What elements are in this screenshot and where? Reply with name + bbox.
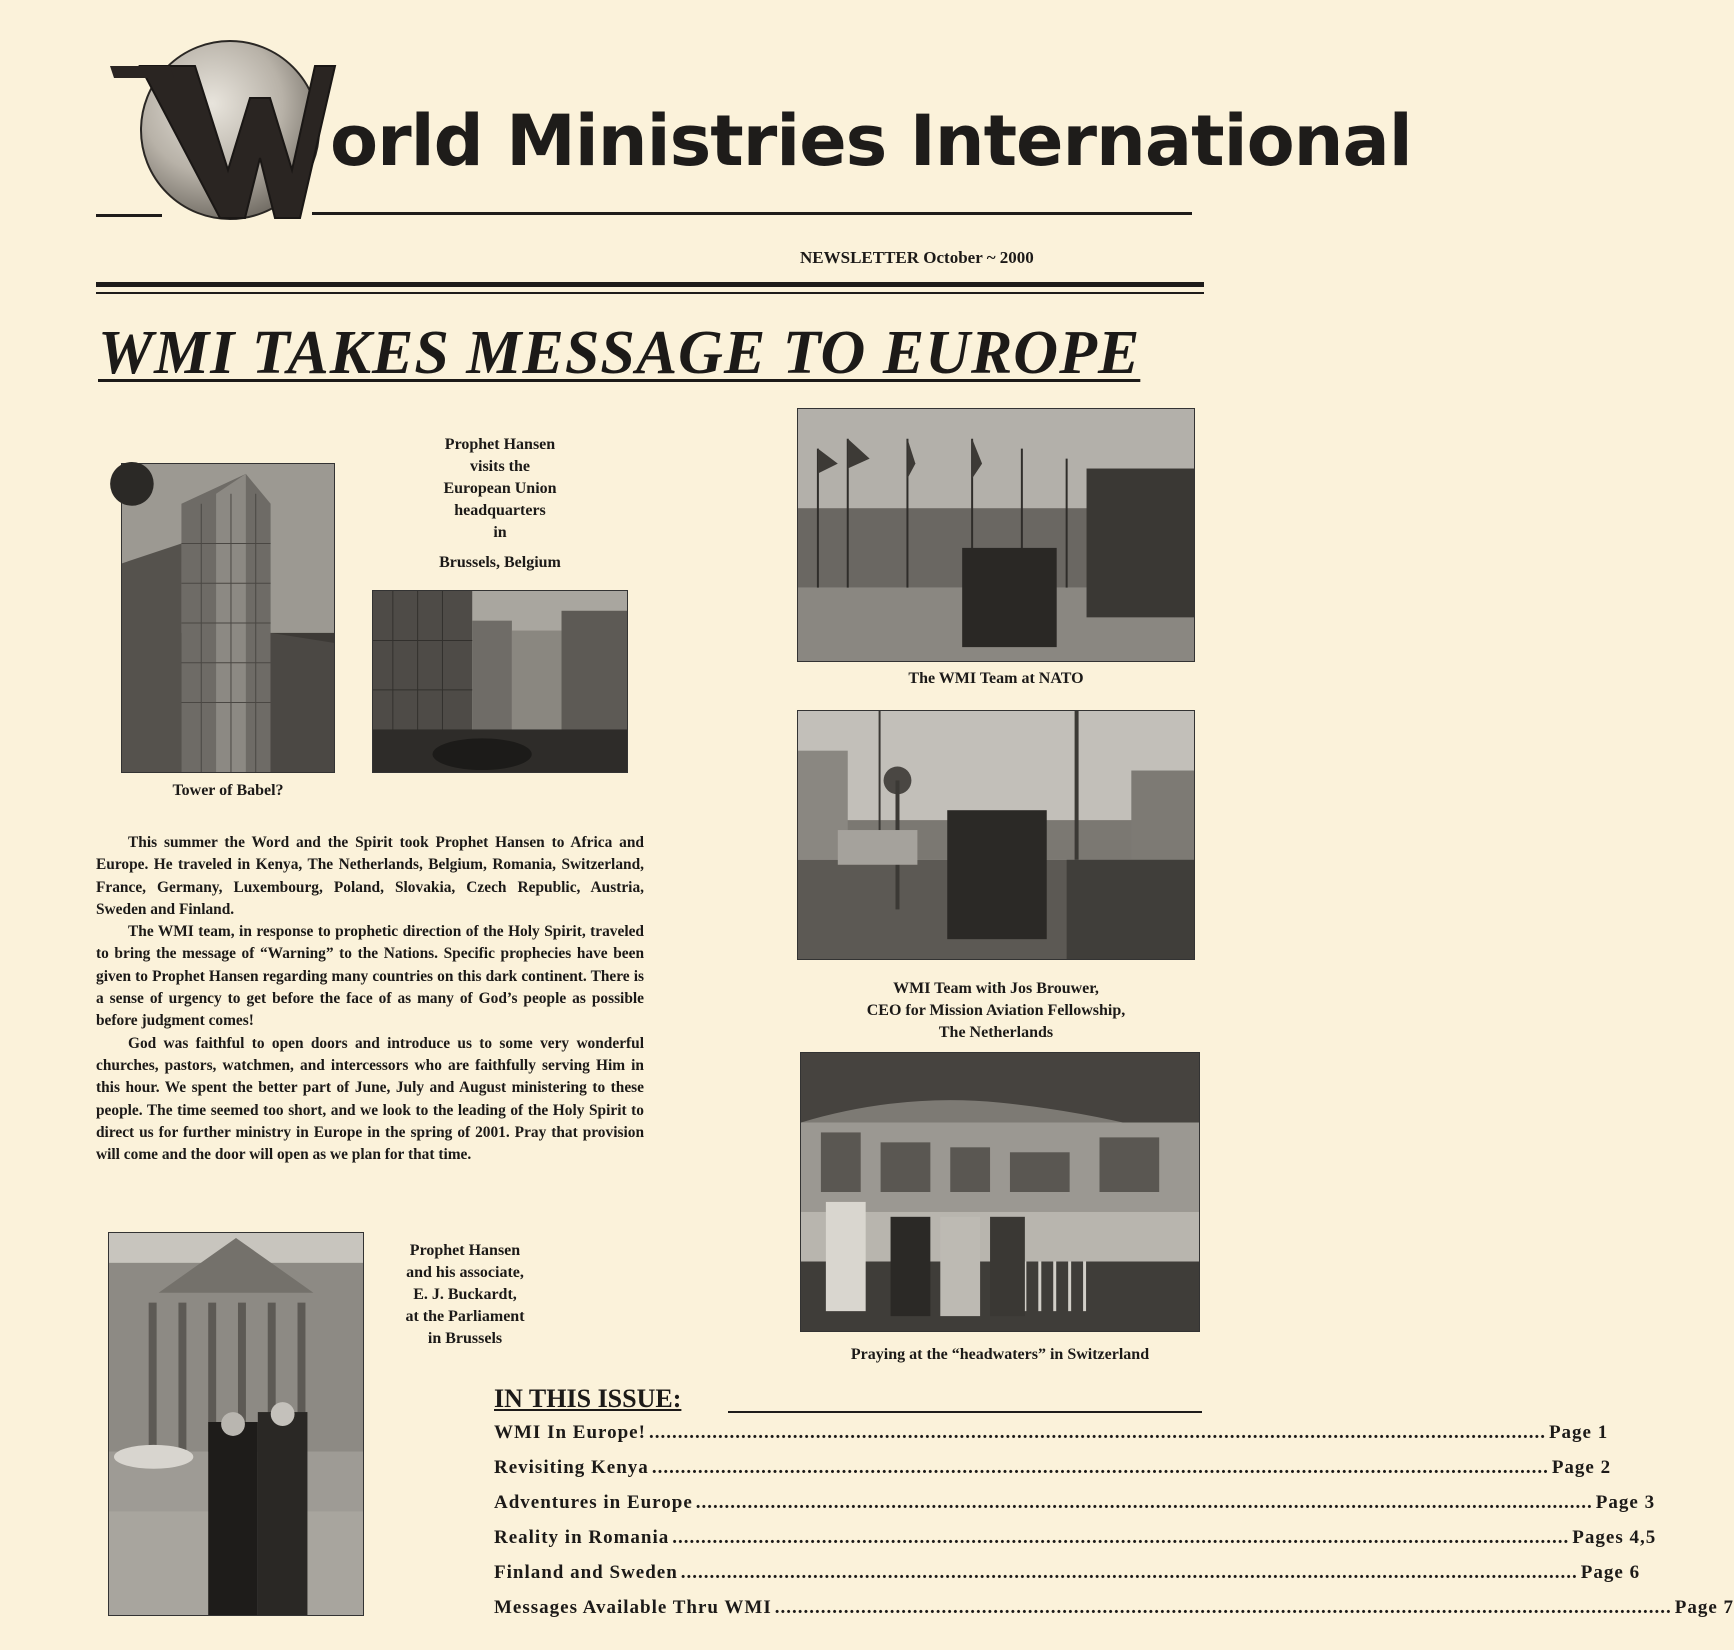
- toc-list: [494, 1422, 1734, 1632]
- eu-hq-caption: [405, 434, 595, 574]
- toc-rule: [728, 1411, 1202, 1413]
- toc-item: [494, 1597, 1734, 1632]
- article-body: [96, 832, 644, 1166]
- toc-item: [494, 1422, 1609, 1457]
- paragraph: God was faithful to open doors and introduce us to some very wonderful churches, pastors, watchmen, and intercessors who are faithfully serving Him in this hour. We spent the better part of June, July and August ministering to these people. The time seemed too short, and we look to the leading of the Holy Spirit to direct us for further ministry in Europe in the spring of 2001. Pray that provision will come and the door will open as we plan for that time.: [96, 1034, 644, 1164]
- caption-line: Prophet Hansen: [409, 1242, 521, 1259]
- toc-item: [494, 1457, 1612, 1492]
- toc-item-page: Page 3: [1595, 1492, 1656, 1513]
- divider: [96, 292, 1204, 294]
- divider: [96, 282, 1204, 287]
- caption-line: The Netherlands: [938, 1024, 1054, 1041]
- caption-line: and his associate,: [406, 1264, 524, 1281]
- brouwer-photo: [797, 710, 1195, 960]
- caption-line: Brussels, Belgium: [439, 554, 561, 571]
- toc-leader: [696, 1492, 1593, 1514]
- caption-line: CEO for Mission Aviation Fellowship,: [866, 1002, 1126, 1019]
- toc-leader: [775, 1597, 1672, 1619]
- caption-line: Prophet Hansen: [444, 436, 556, 453]
- tower-caption: Tower of Babel?: [172, 782, 284, 799]
- caption-line: WMI Team with Jos Brouwer,: [893, 980, 1099, 997]
- paragraph: This summer the Word and the Spirit took Prophet Hansen to Africa and Europe. He traveled in Kenya, The Netherlands, Belgium, Romania, Switzerland, France, Germany, Luxembourg, Poland, Slovakia, Czech Republic, Austria, Sweden and Finland.: [96, 834, 644, 918]
- paragraph: The WMI team, in response to prophetic direction of the Holy Spirit, traveled to bring the message of “Warning” to the Nations. Specific prophecies have been given to Prophet Hansen regarding many countries on this dark continent. There is a sense of urgency to get before the face of as many of God’s people as possible before judgment comes!: [96, 923, 644, 1030]
- toc-item-title: Reality in Romania: [494, 1527, 670, 1548]
- masthead-title: orld Ministries International: [330, 100, 1412, 182]
- toc-leader: [681, 1562, 1578, 1584]
- caption-line: visits the: [470, 458, 530, 475]
- toc-leader: [652, 1457, 1549, 1479]
- toc-item-title: WMI In Europe!: [494, 1422, 646, 1443]
- toc-leader: [672, 1527, 1569, 1549]
- caption-line: at the Parliament: [405, 1308, 525, 1325]
- toc-leader: [649, 1422, 1546, 1444]
- toc-item-page: Page 6: [1580, 1562, 1641, 1583]
- toc-item-title: Adventures in Europe: [494, 1492, 693, 1513]
- caption-line: in Brussels: [427, 1330, 503, 1347]
- tower-photo: [121, 463, 335, 773]
- issue-date: NEWSLETTER October ~ 2000: [800, 248, 1034, 267]
- caption-line: European Union: [443, 480, 557, 497]
- toc-item-title: Messages Available Thru WMI: [494, 1597, 772, 1618]
- nato-photo: [797, 408, 1195, 662]
- nato-caption: The WMI Team at NATO: [908, 670, 1084, 687]
- masthead-rule-right: [312, 212, 1192, 215]
- caption-line: E. J. Buckardt,: [413, 1286, 517, 1303]
- toc-item-page: Page 7: [1674, 1597, 1734, 1618]
- caption-line: in: [493, 524, 507, 541]
- brouwer-caption: [797, 978, 1195, 1044]
- toc-item-title: Finland and Sweden: [494, 1562, 678, 1583]
- toc-item: [494, 1562, 1641, 1597]
- parliament-photo: [108, 1232, 364, 1616]
- w-logo-icon: [110, 38, 340, 228]
- eu-buildings-photo: [372, 590, 628, 773]
- parliament-caption: [380, 1240, 550, 1350]
- switzerland-photo: [800, 1052, 1200, 1332]
- toc-item-page: Page 2: [1551, 1457, 1612, 1478]
- caption-line: headquarters: [454, 502, 546, 519]
- toc-title: IN THIS ISSUE:: [494, 1384, 682, 1413]
- switzerland-caption: Praying at the “headwaters” in Switzerland: [850, 1346, 1150, 1363]
- toc-item-title: Revisiting Kenya: [494, 1457, 649, 1478]
- headline: WMI TAKES MESSAGE TO EUROPE: [98, 319, 1141, 387]
- toc-item-page: Pages 4,5: [1572, 1527, 1657, 1548]
- toc-item: [494, 1492, 1656, 1527]
- toc-item: [494, 1527, 1657, 1562]
- masthead-rule-left: [96, 214, 162, 217]
- toc-item-page: Page 1: [1548, 1422, 1609, 1443]
